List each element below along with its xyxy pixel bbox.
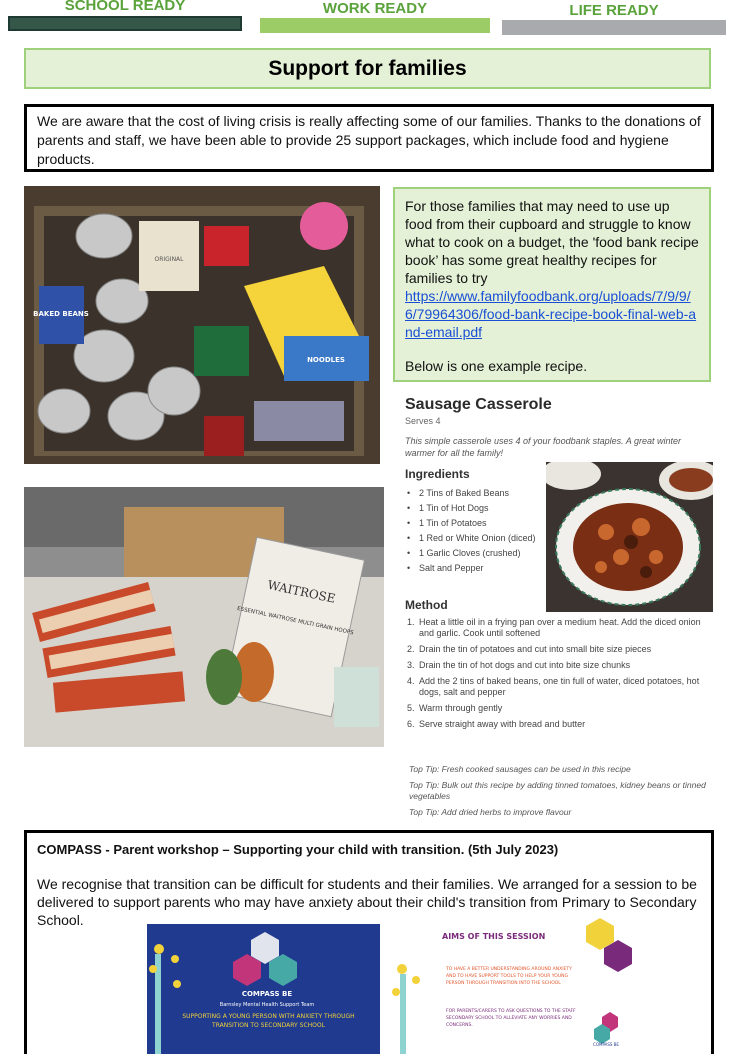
method-step-text: Drain the tin of potatoes and cut into small bite size pieces: [419, 644, 652, 654]
recipe-book-footer: Below is one example recipe.: [405, 358, 588, 374]
ingredient-item: • Salt and Pepper: [405, 561, 715, 576]
method-step-text: Drain the tin of hot dogs and cut into bite size chunks: [419, 660, 631, 670]
method-step-number: 5.: [407, 703, 415, 713]
aims-brand: COMPASS BE: [593, 1042, 619, 1047]
method-step: [405, 660, 705, 671]
groceries-photo: [24, 487, 384, 747]
method-step-text: Heat a little oil in a frying pan over a medium heat. Add the diced onion and garlic. Cook until softened: [419, 617, 701, 638]
recipe-book-info: [393, 187, 711, 382]
method-step-number: 3.: [407, 660, 415, 670]
ingredients-heading: Ingredients: [405, 467, 470, 481]
poster-brand: COMPASS BE: [241, 990, 293, 998]
recipe-description: This simple casserole uses 4 of your foodbank staples. A great winter warmer for all the family!: [405, 436, 681, 458]
compass-heading: COMPASS - Parent workshop – Supporting your child with transition. (5th July 2023): [37, 842, 559, 857]
compass-poster: [147, 924, 380, 1054]
tab-life-ready-label: LIFE READY: [569, 2, 659, 19]
method-step-text: Serve straight away with bread and butter: [419, 719, 586, 729]
tab-work-ready-label: WORK READY: [322, 0, 428, 17]
aims-heading: AIMS OF THIS SESSION: [442, 932, 546, 941]
compass-poster-art: [147, 924, 380, 1054]
method-step: [405, 617, 705, 639]
method-step-text: Warm through gently: [419, 703, 503, 713]
recipe-tip: Top Tip: Add dried herbs to improve flavour: [409, 807, 572, 817]
poster-org: Barnsley Mental Health Support Team: [219, 1002, 315, 1008]
method-step-number: 6.: [407, 719, 415, 729]
recipe-title: Sausage Casserole: [405, 396, 552, 413]
poster-tagline: SUPPORTING A YOUNG PERSON WITH ANXIETY THROUGH TRANSITION TO SECONDARY SCHOOL: [182, 1013, 355, 1029]
tab-work-ready: [260, 0, 490, 18]
noodles-pack-label: NOODLES: [307, 356, 345, 364]
tab-life-ready-bar: [502, 20, 726, 35]
method-step-number: 4.: [407, 676, 415, 686]
recipe-tip: Top Tip: Fresh cooked sausages can be used in this recipe: [409, 764, 631, 774]
readiness-banner: [0, 0, 750, 40]
method-list: [405, 617, 705, 730]
casserole-photo: [546, 462, 713, 612]
food-parcel-illustration: [24, 186, 380, 464]
aims-item-2: FOR PARENTS/CARERS TO ASK QUESTIONS TO THE STAFF SECONDARY SCHOOL TO ALLEVIATE ANY WORRIES AND CONCERNS.: [446, 1009, 576, 1028]
tab-work-ready-bar: [260, 18, 490, 33]
original-box-label: ORIGINAL: [154, 256, 184, 263]
ingredient-item: • 1 Tin of Hot Dogs: [405, 501, 715, 516]
recipe-tip: Top Tip: Bulk out this recipe by adding tinned tomatoes, kidney beans or tinned vegetables: [409, 780, 706, 801]
method-step: [405, 676, 705, 698]
method-heading: Method: [405, 598, 448, 612]
method-step-number: 2.: [407, 644, 415, 654]
method-step-text: Add the 2 tins of baked beans, one tin full of water, diced potatoes, hot dogs, salt and pepper: [419, 676, 700, 697]
method-step: [405, 719, 705, 730]
ingredient-item: • 1 Tin of Potatoes: [405, 516, 715, 531]
food-parcel-photo: [24, 186, 380, 464]
recipe-serves: Serves 4: [405, 416, 441, 426]
recipe-book-link[interactable]: https://www.familyfoodbank.org/uploads/7/9/9/6/79964306/food-bank-recipe-book-final-web-and-email.pdf: [405, 288, 697, 340]
ingredient-item: • 1 Garlic Cloves (crushed): [405, 546, 715, 561]
compass-body: We recognise that transition can be difficult for students and their families. We arranged for a session to be delivered to support parents who may have anxiety about their child's transition from Primary to Secondary School.: [37, 876, 697, 928]
box-product-label: ESSENTIAL WAITROSE MULTI GRAIN HOOPS: [236, 605, 355, 637]
method-step-number: 1.: [407, 617, 415, 627]
recipe-book-text: For those families that may need to use up food from their cupboard and struggle to know what to cook on a budget, the 'food bank recipe book’ has some great healthy recipes for families to try: [405, 198, 699, 286]
tab-school-ready-label: SCHOOL READY: [64, 0, 186, 14]
tab-life-ready: [502, 0, 726, 20]
ingredient-item: • 2 Tins of Baked Beans: [405, 486, 715, 501]
casserole-illustration: [546, 462, 713, 612]
page-title: Support for families: [268, 56, 467, 80]
groceries-illustration: [24, 487, 384, 747]
beans-can-label: BAKED BEANS: [33, 310, 89, 318]
page-title-box: [24, 48, 711, 89]
aims-item-1: TO HAVE A BETTER UNDERSTANDING AROUND ANXIETY AND TO HAVE SUPPORT TOOLS TO HELP YOUR YOUNG PERSON THROUGH TRANSITION INTO THE SCHOOL: [446, 967, 572, 986]
ingredient-item: • 1 Red or White Onion (diced): [405, 531, 715, 546]
method-step: [405, 703, 705, 714]
method-step: [405, 644, 705, 655]
tab-school-ready-bar: [8, 16, 242, 31]
session-aims-poster: [392, 914, 632, 1054]
info-spacer: [405, 341, 699, 357]
tab-school-ready: [8, 0, 242, 15]
intro-text: We are aware that the cost of living crisis is really affecting some of our families. Thanks to the donations of parents and staff, we have been able to provide 25 support packages, which include food and hygiene products.: [24, 104, 714, 172]
box-brand-label: WAITROSE: [266, 577, 337, 606]
recipe-tips: [409, 764, 709, 823]
